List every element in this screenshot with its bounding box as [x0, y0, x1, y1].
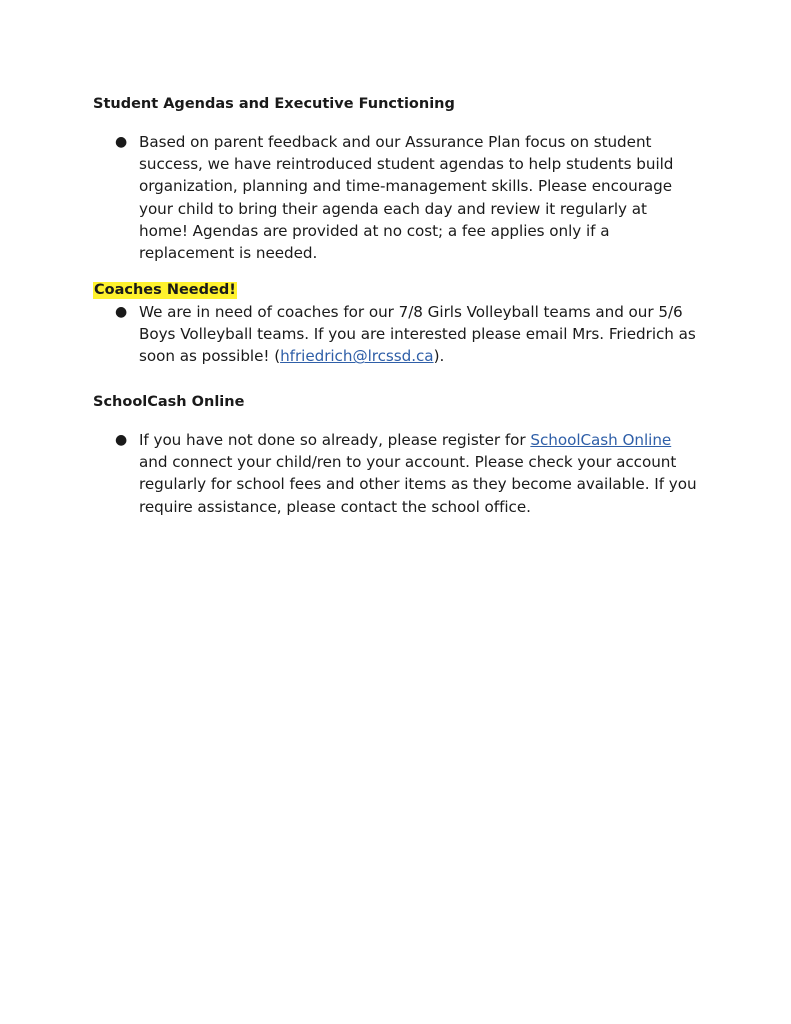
paragraph-line: Based on parent feedback and our Assurance Plan focus on student: [139, 133, 652, 151]
paragraph-line: Boys Volleyball teams. If you are interested please email Mrs. Friedrich as: [139, 325, 696, 344]
bullet-marker: ●: [115, 134, 128, 150]
agendas-paragraph: [139, 131, 699, 264]
paragraph-line: home! Agendas are provided at no cost; a fee applies only if a: [139, 221, 610, 240]
highlighted-heading-text: Coaches Needed!: [94, 282, 236, 298]
paragraph-line: replacement is needed.: [139, 244, 318, 263]
paragraph-line: success, we have reintroduced student agendas to help students build: [139, 155, 674, 174]
paragraph-line: [139, 345, 699, 367]
paragraph-line: We are in need of coaches for our 7/8 Girls Volleyball teams and our 5/6: [139, 303, 683, 321]
text-fragment: soon as possible! (: [139, 347, 281, 366]
paragraph-line: regularly for school fees and other items as they become available. If you: [139, 475, 697, 494]
bullet-marker: ●: [115, 304, 128, 320]
text-fragment: If you have not done so already, please register for: [139, 431, 531, 449]
paragraph-line: [139, 429, 699, 451]
paragraph-line: require assistance, please contact the school office.: [139, 497, 531, 516]
paragraph-line: your child to bring their agenda each day and review it regularly at: [139, 199, 647, 218]
bullet-marker: ●: [115, 432, 128, 448]
section-heading-coaches: [93, 279, 237, 301]
paragraph-line: and connect your child/ren to your account. Please check your account: [139, 453, 677, 472]
section-heading-agendas: Student Agendas and Executive Functioning: [93, 96, 455, 112]
email-link[interactable]: hfriedrich@lrcssd.ca: [280, 347, 434, 366]
text-fragment: ).: [433, 347, 445, 366]
coaches-paragraph: [139, 301, 699, 368]
paragraph-line: organization, planning and time-management skills. Please encourage: [139, 177, 673, 196]
section-heading-schoolcash: SchoolCash Online: [93, 394, 245, 410]
schoolcash-online-link[interactable]: SchoolCash Online: [530, 431, 672, 449]
schoolcash-paragraph: [139, 429, 699, 518]
